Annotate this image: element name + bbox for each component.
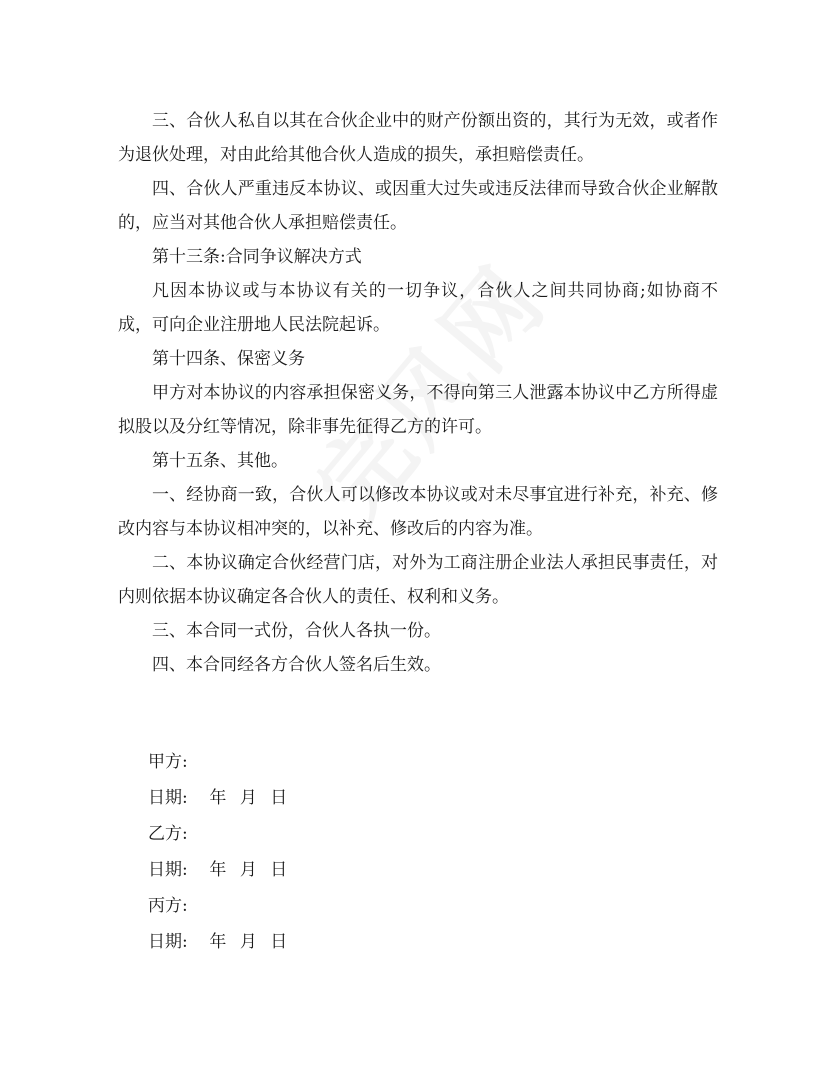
article-15-item-1-paragraph: 一、经协商一致，合伙人可以修改本协议或对未尽事宜进行补充，补充、修改内容与本协议相冲突的，以补充、修改后的内容为准。: [118, 485, 718, 539]
day-label: 日: [270, 860, 288, 880]
party-a-date-row: [148, 780, 295, 816]
article-15-item-4-paragraph: 四、本合同经各方合伙人签名后生效。: [152, 655, 441, 675]
clause-4-paragraph: 四、合伙人严重违反本协议、或因重大过失或违反法律而导致合伙企业解散的，应当对其他合伙人承担赔偿责任。: [118, 179, 718, 233]
article-13-heading: 第十三条:合同争议解决方式: [152, 247, 362, 267]
article-13-paragraph: 凡因本协议或与本协议有关的一切争议，合伙人之间共同协商;如协商不成，可向企业注册地人民法院起诉。: [118, 281, 718, 335]
article-14-heading: 第十四条、保密义务: [152, 349, 305, 369]
year-label: 年: [209, 932, 227, 952]
day-label: 日: [270, 932, 288, 952]
article-15-item-3-paragraph: 三、本合同一式份，合伙人各执一份。: [152, 621, 441, 641]
year-label: 年: [209, 860, 227, 880]
day-label: 日: [270, 788, 288, 808]
party-c-date-row: [148, 924, 295, 960]
year-label: 年: [209, 788, 227, 808]
article-15-heading: 第十五条、其他。: [152, 451, 288, 471]
month-label: 月: [239, 788, 257, 808]
contract-body: [118, 104, 718, 682]
party-b-date-row: [148, 852, 295, 888]
month-label: 月: [239, 932, 257, 952]
party-c-label: 丙方:: [148, 896, 188, 916]
party-a-label: 甲方:: [148, 752, 188, 772]
article-15-item-2-paragraph: 二、本协议确定合伙经营门店，对外为工商注册企业法人承担民事责任，对内则依据本协议确定各合伙人的责任、权利和义务。: [118, 553, 718, 607]
article-14-paragraph: 甲方对本协议的内容承担保密义务，不得向第三人泄露本协议中乙方所得虚拟股以及分红等情况，除非事先征得乙方的许可。: [118, 383, 718, 437]
party-b-label: 乙方:: [148, 824, 188, 844]
date-label: 日期:: [148, 932, 188, 952]
date-label: 日期:: [148, 788, 188, 808]
clause-3-paragraph: 三、合伙人私自以其在合伙企业中的财产份额出资的，其行为无效，或者作为退伙处理，对由此给其他合伙人造成的损失，承担赔偿责任。: [118, 111, 718, 165]
date-label: 日期:: [148, 860, 188, 880]
month-label: 月: [239, 860, 257, 880]
signature-block: [148, 744, 295, 960]
